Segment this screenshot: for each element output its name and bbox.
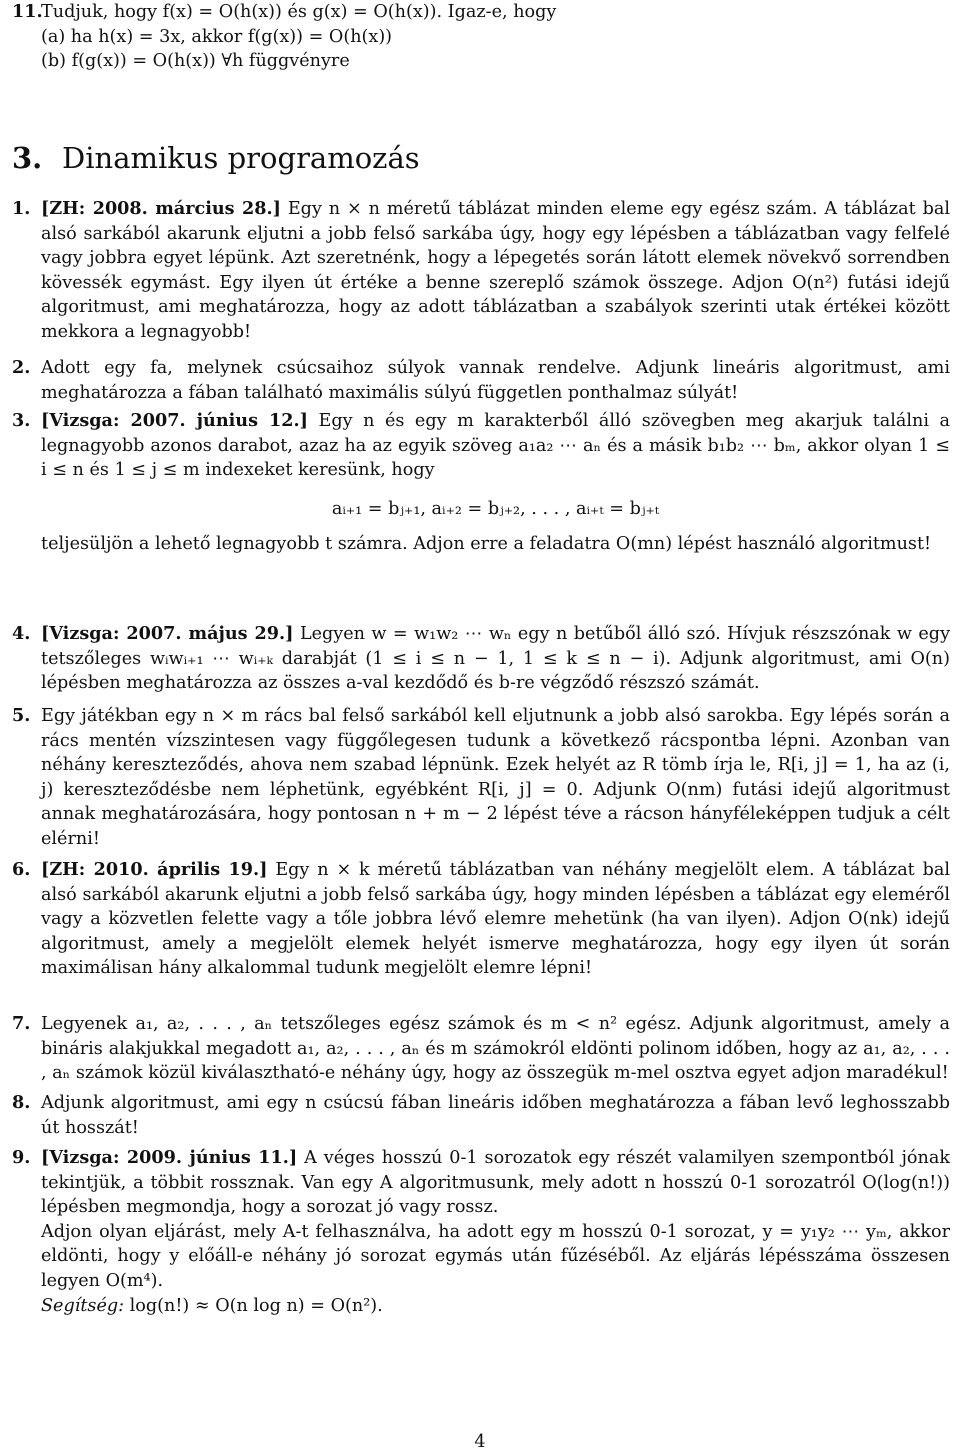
problem-text: Egy játékban egy n × m rács bal felső sarkából kell eljutnunk a jobb alsó sarokba. Egy lépés során a rács mentén vízszintesen vagy függőlegesen tudunk a következő rácspontba lépni. Azonban van néhány kereszteződés, ahova nem szabad lépnünk. Ezek helyét az R tömb írja le, R[i, j] = 1, ha az (i, j) kereszteződésbe nem léphetünk, egyébként R[i, j] = 0. Adjunk O(nm) futási idejű algoritmust annak meghatározására, hogy pontosan n + m − 2 lépést téve a rácson hányféleképpen tudjuk a célt elérni! bbox=[41, 706, 950, 849]
hint-text: log(n!) ≈ O(n log n) = O(n²). bbox=[129, 1295, 383, 1316]
problem-text: Adott egy fa, melynek csúcsaihoz súlyok vannak rendelve. Adjunk lineáris algoritmust, ami meghatározza a fában található maximális súlyú független ponthalmaz súlyát! bbox=[41, 358, 950, 403]
problem-source-tag: [Vizsga: 2007. május 29.] bbox=[41, 623, 294, 644]
section-title: Dinamikus programozás bbox=[62, 141, 420, 175]
problem-text-continued: Adjon olyan eljárást, mely A-t felhasználva, ha adott egy m hosszú 0-1 sorozat, y = y₁y₂ ⋯ yₘ, akkor eldönti, hogy y előáll-e néhány jó sorozat egymás után fűzéséből. Az eljárás lépésszáma összesen legyen O(m⁴). bbox=[41, 1221, 950, 1291]
problem-source-tag: [ZH: 2010. április 19.] bbox=[41, 859, 268, 880]
problem-text: Adjunk algoritmust, ami egy n csúcsú fában lineáris időben meghatározza a fában levő leghosszabb út hosszát! bbox=[41, 1093, 950, 1138]
exercise-subitem-b: (b) f(g(x)) = O(h(x)) ∀h függvényre bbox=[41, 51, 350, 72]
problem-number: 2. bbox=[12, 357, 31, 378]
exercise-11 bbox=[0, 0, 960, 74]
problem-source-tag: [Vizsga: 2007. június 12.] bbox=[41, 410, 308, 431]
hint-line bbox=[41, 1294, 950, 1319]
problem-6 bbox=[0, 858, 960, 981]
problem-number: 4. bbox=[12, 623, 31, 644]
display-formula: aᵢ₊₁ = bⱼ₊₁, aᵢ₊₂ = bⱼ₊₂, . . . , aᵢ₊ₜ = bⱼ₊ₜ bbox=[331, 498, 660, 519]
problem-number: 3. bbox=[12, 410, 31, 431]
problem-8 bbox=[0, 1091, 960, 1140]
problem-text: A véges hosszú 0-1 sorozatok egy részét valamilyen szempontból jónak tekintjük, a többit rossznak. Van egy A algoritmusunk, mely adott n hosszú 0-1 sorozatról O(log(n!)) lépésben megmondja, hogy a sorozat jó vagy rossz. bbox=[41, 1148, 950, 1218]
problem-4 bbox=[0, 622, 960, 696]
problem-text: Egy n és egy m karakterből álló szövegben meg akarjuk találni a legnagyobb azonos darabot, azaz ha az egyik szöveg a₁a₂ ⋯ aₙ és a másik b₁b₂ ⋯ bₘ, akkor olyan 1 ≤ i ≤ n és 1 ≤ j ≤ m indexeket keresünk, hogy bbox=[41, 411, 950, 481]
problem-number: 1. bbox=[12, 198, 31, 219]
exercise-text: Tudjuk, hogy f(x) = O(h(x)) és g(x) = O(h(x)). Igaz-e, hogy bbox=[41, 2, 557, 22]
problem-number: 5. bbox=[12, 705, 31, 726]
problem-number: 8. bbox=[12, 1092, 31, 1113]
exercise-number: 11. bbox=[12, 1, 43, 22]
problem-3 bbox=[0, 409, 960, 557]
hint-label: Segítség: bbox=[41, 1295, 125, 1316]
section-number: 3. bbox=[12, 141, 43, 175]
page-number: 4 bbox=[474, 1432, 486, 1452]
problem-text: Legyenek a₁, a₂, . . . , aₙ tetszőleges egész számok és m < n² egész. Adjunk algoritmust, amely a bináris alakjukkal megadott a₁, a₂, . . . , aₙ és m számokról eldönti polinom időben, hogy az a₁, a₂, . . . , aₙ számok közül kiválasztható-e néhány úgy, hogy az összegük m-mel osztva egyet adjon maradékul! bbox=[41, 1014, 950, 1084]
problem-2 bbox=[0, 356, 960, 405]
problem-number: 6. bbox=[12, 859, 31, 880]
problem-text: Egy n × n méretű táblázat minden eleme egy egész szám. A táblázat bal alsó sarkából akarunk eljutni a jobb felső sarkába úgy, hogy egy lépésben a táblázatban vagy felfelé vagy jobbra egyet lépünk. Azt szeretnénk, hogy a lépegetés során látott elemek növekvő sorrendben kövessék egymást. Egy ilyen út értéke a benne szereplő számok összege. Adjon O(n²) futási idejű algoritmust, ami meghatározza, hogy az adott táblázatban a szabályok szerinti utak értékei között mekkora a legnagyobb! bbox=[41, 199, 950, 342]
problem-text: Legyen w = w₁w₂ ⋯ wₙ egy n betűből álló szó. Hívjuk részszónak w egy tetszőleges wᵢwᵢ₊₁ ⋯ wᵢ₊ₖ darabját (1 ≤ i ≤ n − 1, 1 ≤ k ≤ n − i). Adjunk algoritmust, ami O(n) lépésben meghatározza az összes a-val kezdődő és b-re végződő részszó számát. bbox=[41, 624, 951, 694]
problem-number: 7. bbox=[12, 1013, 31, 1034]
problem-9 bbox=[0, 1146, 960, 1318]
problem-1 bbox=[0, 197, 960, 345]
problem-text: Egy n × k méretű táblázatban van néhány megjelölt elem. A táblázat bal alsó sarkából akarunk eljutni a jobb felső sarkába úgy, hogy minden lépésben a táblázat egy eleméről vagy a közvetlen felette vagy a tőle jobbra lévő elemre mehetünk (ha van ilyen). Adjon O(nk) idejű algoritmust, amely a megjelölt elemek helyét ismerve meghatározza, hogy egy ilyen út során maximálisan hány alkalommal tudunk megjelölt elemre lépni! bbox=[41, 860, 951, 979]
problem-number: 9. bbox=[12, 1147, 31, 1168]
exercise-subitem-a: (a) ha h(x) = 3x, akkor f(g(x)) = O(h(x)) bbox=[41, 26, 393, 47]
problem-5 bbox=[0, 704, 960, 852]
problem-7 bbox=[0, 1012, 960, 1086]
section-heading bbox=[12, 140, 912, 176]
problem-source-tag: [ZH: 2008. március 28.] bbox=[41, 198, 281, 219]
problem-source-tag: [Vizsga: 2009. június 11.] bbox=[41, 1147, 298, 1168]
problem-text-continued: teljesüljön a lehető legnagyobb t számra. Adjon erre a feladatra O(mn) lépést használó algoritmust! bbox=[41, 534, 932, 555]
